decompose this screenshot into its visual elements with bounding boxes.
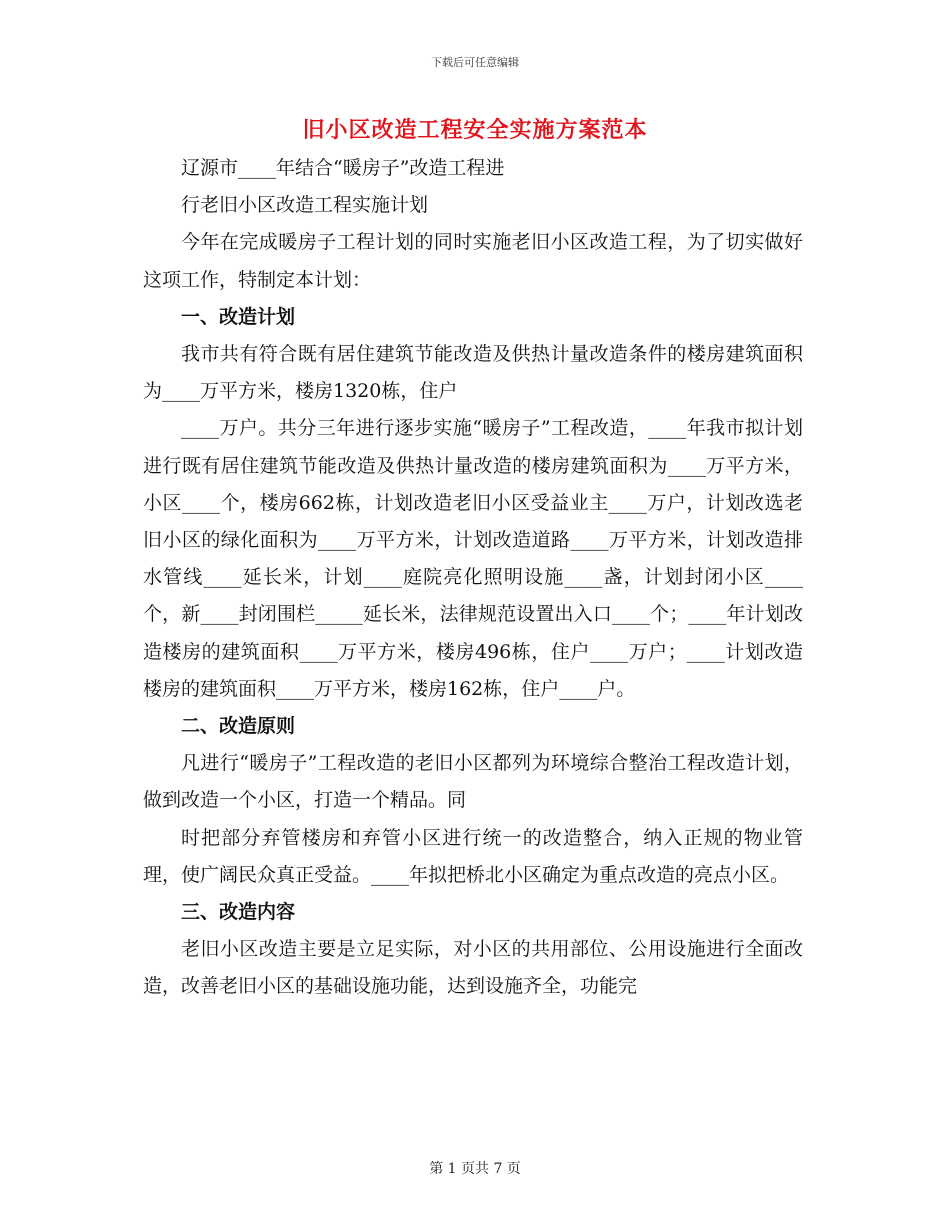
document-title: 旧小区改造工程安全实施方案范本 bbox=[302, 117, 648, 143]
paragraph-principles-1: 凡进行“暖房子”工程改造的老旧小区都列为环境综合整治工程改造计划，做到改造一个小区，打造一个精品。同 bbox=[143, 752, 803, 812]
paragraph-intro-line-2: 行老旧小区改造工程实施计划 bbox=[181, 194, 429, 217]
page-footer: 第 1 页共 7 页 bbox=[429, 1161, 521, 1177]
paragraph-purpose: 今年在完成暖房子工程计划的同时实施老旧小区改造工程，为了切实做好这项工作，特制定本计划： bbox=[143, 231, 803, 291]
document-body bbox=[143, 150, 803, 1006]
header-note: 下载后可任意编辑 bbox=[431, 56, 519, 69]
section-heading-content: 三、改造内容 bbox=[181, 901, 296, 924]
paragraph-content-1: 老旧小区改造主要是立足实际，对小区的共用部位、公用设施进行全面改造，改善老旧小区的基础设施功能，达到设施齐全，功能完 bbox=[143, 938, 803, 998]
paragraph-intro-line-1: 辽源市____年结合“暖房子”改造工程进 bbox=[181, 157, 505, 179]
paragraph-principles-2: 时把部分弃管楼房和弃管小区进行统一的改造整合，纳入正规的物业管理，使广阔民众真正受益。____年拟把桥北小区确定为重点改造的亮点小区。 bbox=[143, 826, 803, 886]
section-heading-plan: 一、改造计划 bbox=[181, 305, 296, 328]
section-heading-principles: 二、改造原则 bbox=[181, 715, 296, 738]
paragraph-plan-1: 我市共有符合既有居住建筑节能改造及供热计量改造条件的楼房建筑面积为____万平方米，楼房1320栋，住户 bbox=[143, 343, 803, 403]
paragraph-plan-2: ____万户。共分三年进行逐步实施“暖房子”工程改造，____年我市拟计划进行既有居住建筑节能改造及供热计量改造的楼房建筑面积为____万平方米，小区____个，楼房662栋，计划改造老旧小区受益业主____万户，计划改选老旧小区的绿化面积为____万平方米，计划改造道路____万平方米，计划改造排水管线____延长米，计划____庭院亮化照明设施____盏，计划封闭小区____个，新____封闭围栏_____延长米，法律规范设置出入口____个；____年计划改造楼房的建筑面积____万平方米，楼房496栋，住户____万户；____计划改造楼房的建筑面积____万平方米，楼房162栋，住户____户。 bbox=[143, 417, 803, 700]
